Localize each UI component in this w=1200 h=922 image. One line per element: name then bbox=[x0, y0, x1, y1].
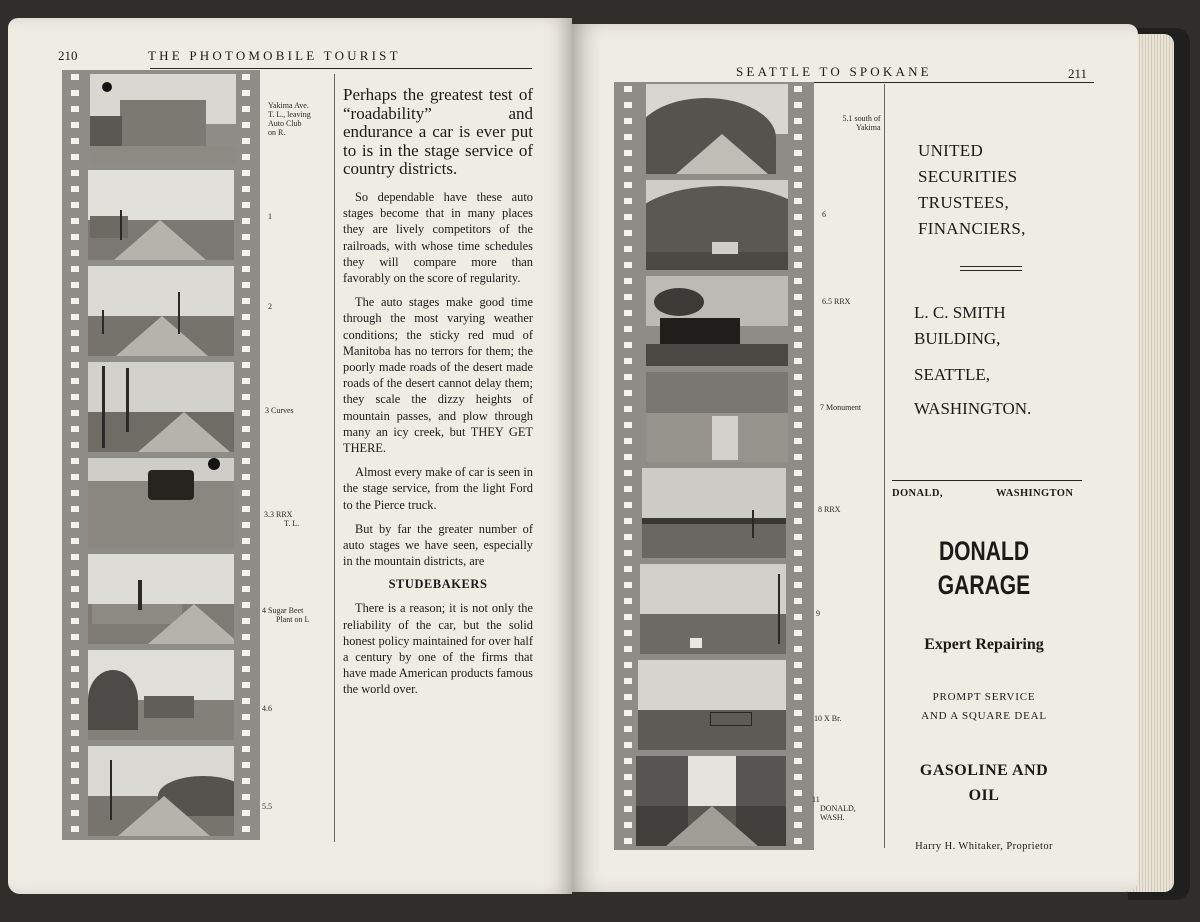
right-running-head: SEATTLE TO SPOKANE bbox=[736, 64, 932, 79]
left-running-head: THE PHOTOMOBILE TOURIST bbox=[148, 48, 401, 63]
left-mileage-label: 4 Sugar Beet Plant on L bbox=[262, 606, 310, 624]
photo-mile-4-6 bbox=[88, 650, 234, 740]
film-perforations bbox=[71, 74, 79, 836]
photo-mile-10-bridge bbox=[638, 660, 786, 750]
left-text-column bbox=[343, 86, 533, 706]
photo-mile-6 bbox=[646, 180, 788, 270]
right-mileage-label: 7 Monument bbox=[820, 403, 862, 412]
right-mileage-label: 11 DONALD, WASH. bbox=[812, 795, 856, 822]
ad-gasoline-and-oil: GASOLINE AND OIL bbox=[919, 762, 1049, 804]
subheading-studebakers: STUDEBAKERS bbox=[388, 577, 488, 592]
left-page-number: 210 bbox=[58, 48, 78, 63]
right-mileage-label: 5.1 south of Yakima bbox=[842, 114, 881, 132]
right-page-number: 211 bbox=[1068, 66, 1088, 81]
photo-mile-4-sugar-beet-plant bbox=[88, 554, 234, 644]
left-mileage-label: 1 bbox=[268, 212, 272, 221]
lead-paragraph: Perhaps the greatest test of “roadability” and endurance a car is ever put to is in the stage service of country districts. bbox=[343, 85, 533, 179]
photo-mile-5-5 bbox=[88, 746, 234, 836]
photo-mile-3-3-rrx bbox=[88, 458, 234, 548]
ad-united-address bbox=[914, 300, 1031, 422]
right-mileage-label: 6.5 RRX bbox=[822, 297, 851, 306]
ad-donald-proprietor: Harry H. Whitaker, Proprietor bbox=[915, 841, 1053, 852]
photo-yakima-ave bbox=[90, 74, 236, 164]
ad-text: L. C. SMITH bbox=[914, 303, 1006, 322]
left-head-rule bbox=[150, 68, 532, 69]
ad-donald-state: WASHINGTON bbox=[996, 488, 1074, 499]
photo-mile-2 bbox=[88, 266, 234, 356]
left-mileage-label: Yakima Ave. T. L., leaving Auto Club on R. bbox=[268, 101, 311, 137]
photo-mile-8-rrx bbox=[642, 468, 786, 558]
photo-mile-3-curves bbox=[88, 362, 234, 452]
right-mileage-label: 8 RRX bbox=[818, 505, 841, 514]
photo-mile-9 bbox=[640, 564, 786, 654]
ad-text: SECURITIES bbox=[918, 167, 1018, 186]
photo-south-of-yakima bbox=[646, 84, 788, 174]
right-mileage-label: 9 bbox=[816, 609, 820, 618]
ad-expert-repairing: Expert Repairing bbox=[924, 636, 1044, 653]
ad-text: TRUSTEES, bbox=[918, 193, 1010, 212]
film-perforations bbox=[794, 86, 802, 846]
ad-donald-garage-name: DONALD GARAGE bbox=[937, 536, 1031, 600]
ad-text: SEATTLE, bbox=[914, 365, 991, 384]
photo-mile-1 bbox=[88, 170, 234, 260]
body-paragraph: The auto stages make good time through the most varying weather conditions; the sticky red mud of Manitoba has no terrors for them; the poorly made roads of the desert made roads of the desert cannot delay them; they scale the dizzy heights of mountain passes, and plow through many an icy creek, but THEY GET THERE. bbox=[343, 295, 533, 456]
ad-text: FINANCIERS, bbox=[918, 219, 1026, 238]
film-perforations bbox=[242, 74, 250, 836]
column-rule bbox=[334, 74, 335, 842]
ad-text: UNITED bbox=[918, 141, 984, 160]
right-mileage-label: 6 bbox=[822, 210, 826, 219]
photo-mile-6-5-rrx bbox=[646, 276, 788, 366]
left-film-strip bbox=[62, 70, 260, 840]
ad-text: WASHINGTON. bbox=[914, 399, 1032, 418]
right-film-strip bbox=[614, 82, 814, 850]
film-perforations bbox=[624, 86, 632, 846]
closing-paragraph: There is a reason; it is not only the reliability of the car, but the solid honest policy maintained for over half a century by one of the firms that have made American products famous the world over. bbox=[343, 601, 533, 697]
right-mileage-label: 10 X Br. bbox=[814, 714, 842, 723]
photo-mile-11-donald bbox=[636, 756, 786, 846]
column-rule bbox=[884, 84, 885, 848]
left-mileage-label: 5.5 bbox=[262, 802, 272, 811]
body-paragraph: But by far the greater number of auto stages we have seen, especially in the mountain districts, are bbox=[343, 521, 533, 569]
left-mileage-label: 3 Curves bbox=[265, 406, 294, 415]
body-paragraph: So dependable have these auto stages become that in many places they are lively competitors of the railroads, with whose time schedules they will compare more than favorably on the score of regularity. bbox=[343, 189, 533, 285]
ad-text: BUILDING, bbox=[914, 329, 1001, 348]
ad-united-securities bbox=[918, 138, 1118, 242]
photo-mile-7-monument bbox=[646, 372, 788, 462]
left-mileage-label: 2 bbox=[268, 302, 272, 311]
left-mileage-label: 4.6 bbox=[262, 704, 272, 713]
ad-donald-town: DONALD, bbox=[892, 488, 943, 499]
ad-separator-rule bbox=[892, 480, 1082, 481]
ad-double-rule bbox=[960, 266, 1022, 271]
left-mileage-label: 3.3 RRX T. L. bbox=[264, 510, 300, 528]
ad-donald-tagline: PROMPT SERVICE AND A SQUARE DEAL bbox=[921, 691, 1047, 722]
body-paragraph: Almost every make of car is seen in the stage service, from the light Ford to the Pierce truck. bbox=[343, 465, 533, 512]
